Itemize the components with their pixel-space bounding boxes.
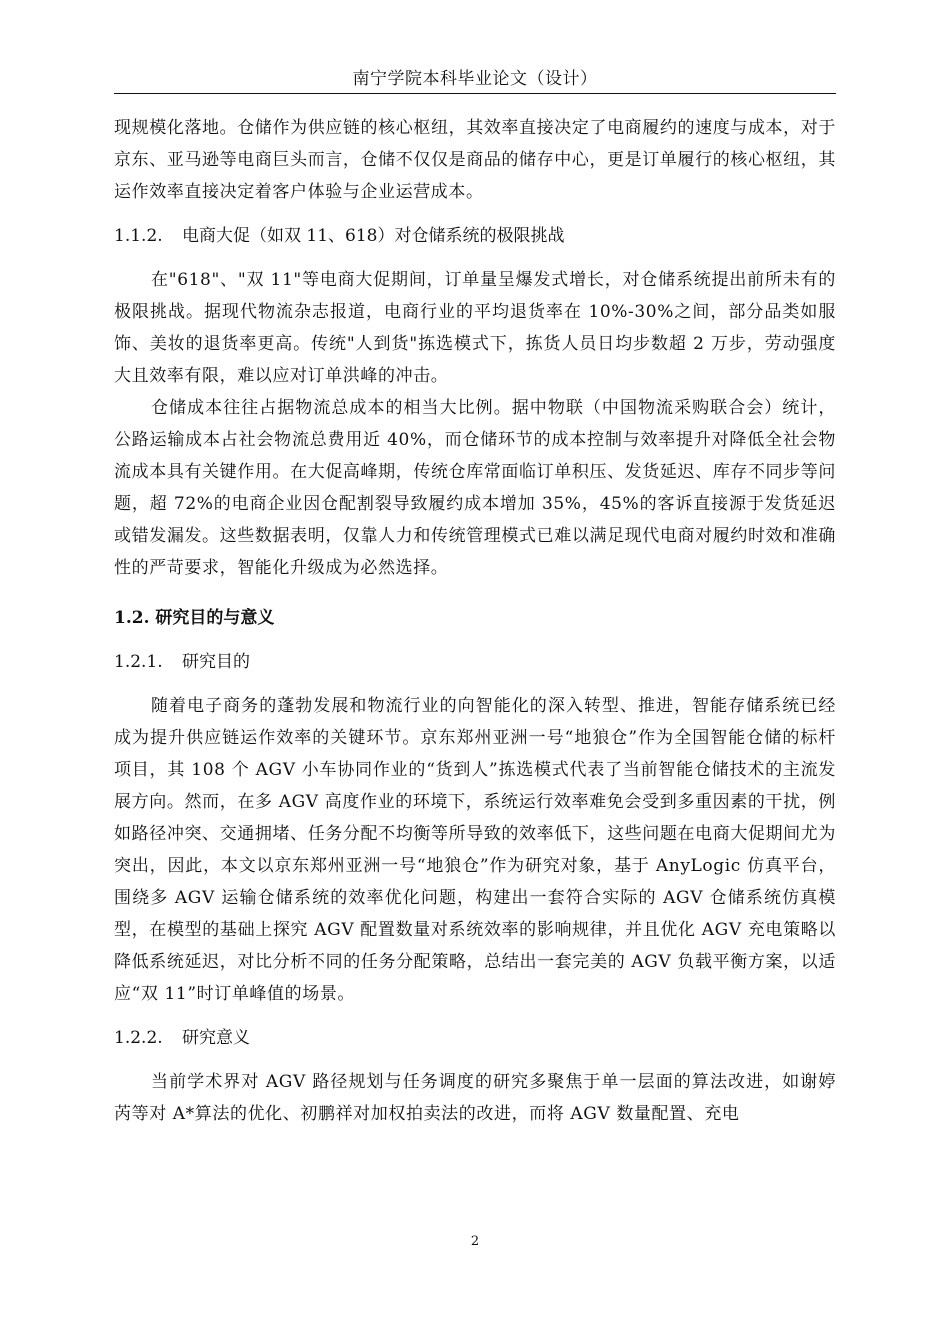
header-rule (114, 93, 836, 94)
paragraph-promo-1: 在"618"、"双 11"等电商大促期间，订单量呈爆发式增长，对仓储系统提出前所未有的极限挑战。据现代物流杂志报道，电商行业的平均退货率在 10%-30%之间，部分品类如服饰、美妆的退货率更高。传统"人到货"拣选模式下，拣货人员日均步数超 2 万步，劳动强度大且效率有限，难以应对订单洪峰的冲击。 (114, 270, 836, 386)
heading-number: 1.2.2. (114, 1028, 163, 1048)
heading-number: 1.1.2. (114, 226, 163, 246)
paragraph-intro: 现规模化落地。仓储作为供应链的核心枢纽，其效率直接决定了电商履约的速度与成本，对于京东、亚马逊等电商巨头而言，仓储不仅仅是商品的储存中心，更是订单履行的核心枢纽，其运作效率直接决定着客户体验与企业运营成本。 (114, 118, 836, 202)
heading-title: 电商大促（如双 11、618）对仓储系统的极限挑战 (182, 226, 565, 246)
heading-number: 1.2.1. (114, 652, 163, 672)
heading-1-2-2 (114, 1022, 836, 1054)
page-number: 2 (470, 1234, 480, 1249)
heading-title: 研究目的 (182, 652, 250, 672)
heading-1-1-2 (114, 220, 836, 252)
paragraph-promo-2: 仓储成本往往占据物流总成本的相当大比例。据中物联（中国物流采购联合会）统计，公路运输成本占社会物流总费用近 40%，而仓储环节的成本控制与效率提升对降低全社会物流成本具有关键作用。在大促高峰期，传统仓库常面临订单积压、发货延迟、库存不同步等问题，超 72%的电商企业因仓配割裂导致履约成本增加 35%，45%的客诉直接源于发货延迟或错发漏发。这些数据表明，仅靠人力和传统管理模式已难以满足现代电商对履约时效和准确性的严苛要求，智能化升级成为必然选择。 (114, 398, 836, 578)
heading-1-2: 1.2. 研究目的与意义 (114, 608, 275, 628)
heading-1-2-1 (114, 646, 836, 678)
paragraph-purpose: 随着电子商务的蓬勃发展和物流行业的向智能化的深入转型、推进，智能存储系统已经成为提升供应链运作效率的关键环节。京东郑州亚洲一号“地狼仓”作为全国智能仓储的标杆项目，其 108 个 AGV 小车协同作业的“货到人”拣选模式代表了当前智能仓储技术的主流发展方向。然而，在多 AGV 高度作业的环境下，系统运行效率难免会受到多重因素的干扰，例如路径冲突、交通拥堵、任务分配不均衡等所导致的效率低下，这些问题在电商大促期间尤为突出，因此，本文以京东郑州亚洲一号“地狼仓”作为研究对象，基于 AnyLogic 仿真平台，围绕多 AGV 运输仓储系统的效率优化问题，构建出一套符合实际的 AGV 仓储系统仿真模型，在模型的基础上探究 AGV 配置数量对系统效率的影响规律，并且优化 AGV 充电策略以降低系统延迟，对比分析不同的任务分配策略，总结出一套完美的 AGV 负载平衡方案，以适应“双 11”时订单峰值的场景。 (114, 696, 836, 1004)
paragraph-significance: 当前学术界对 AGV 路径规划与任务调度的研究多聚焦于单一层面的算法改进，如谢婷芮等对 A*算法的优化、初鹏祥对加权拍卖法的改进，而将 AGV 数量配置、充电 (114, 1072, 836, 1124)
document-body (114, 112, 836, 1130)
running-header: 南宁学院本科毕业论文（设计） (352, 69, 598, 89)
document-page (114, 0, 836, 1344)
heading-title: 研究意义 (182, 1028, 250, 1048)
